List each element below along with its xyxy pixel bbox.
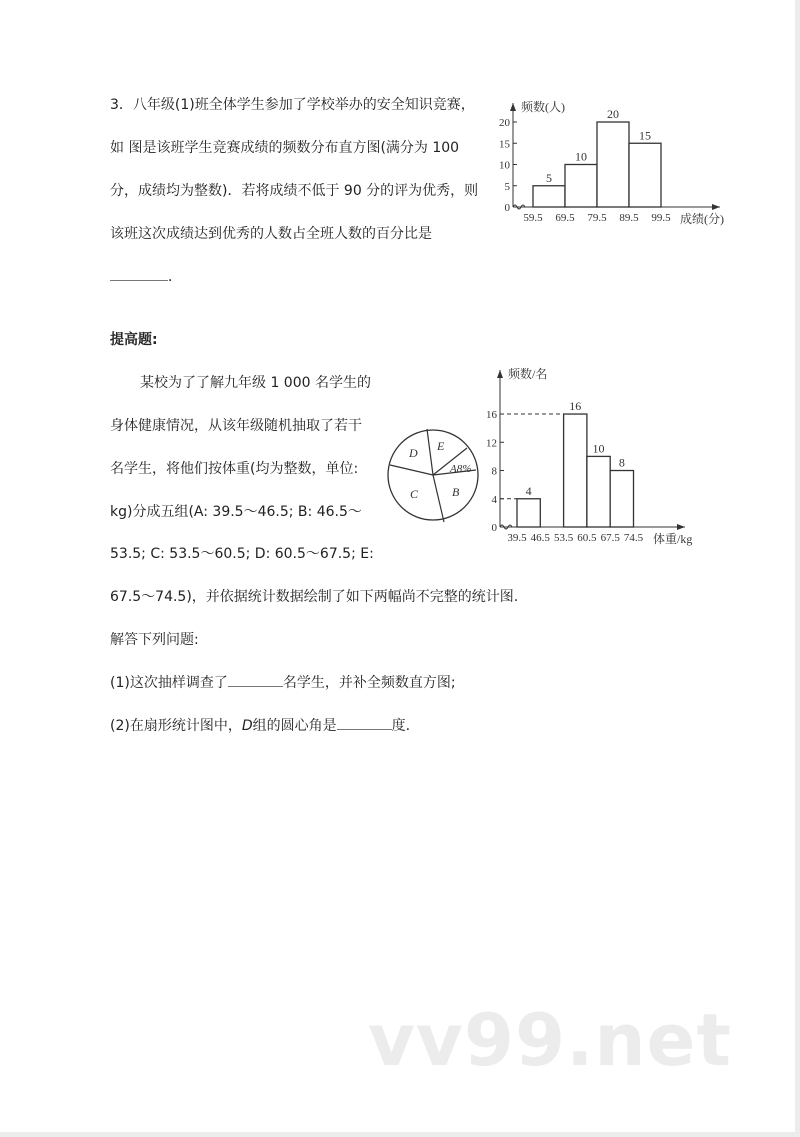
bar-value-label: 4 (525, 483, 532, 498)
bar-value-label: 16 (569, 399, 582, 414)
q3-line-4: 该班这次成绩达到优秀的人数占全班人数的百分比是 (110, 226, 432, 242)
pie-slice-label: B (452, 485, 460, 499)
y-tick-label: 8 (491, 465, 497, 478)
y-tick-label: 0 (491, 522, 497, 534)
bar-value-label: 20 (607, 107, 619, 121)
q4-line-5: 53.5; C: 53.5～60.5; D: 60.5～67.5; E: (110, 546, 374, 562)
answer-blank (228, 672, 283, 687)
x-tick-label: 69.5 (555, 212, 575, 224)
x-tick-label: 53.5 (553, 532, 574, 544)
histogram-bar (517, 499, 540, 527)
q4-line-4: kg)分成五组(A: 39.5～46.5; B: 46.5～ (110, 504, 362, 520)
y-tick-label: 15 (499, 138, 510, 151)
q3-line-2: 如 图是该班学生竞赛成绩的频数分布直方图(满分为 100 (110, 140, 460, 156)
p1-text: (1)这次抽样调查了 (110, 675, 228, 691)
bar-value-label: 10 (575, 149, 587, 164)
histogram-bar (597, 122, 629, 207)
q4-line-1: 某校为了了解九年级 1 000 名学生的 (140, 375, 371, 391)
y-tick-label: 12 (486, 437, 497, 450)
y-tick-label: 20 (499, 117, 510, 129)
pie-slice-label: D (409, 446, 418, 460)
q3-end: ． (168, 269, 182, 285)
p2-text-2: 组的圆心角是 (252, 718, 337, 734)
histogram-bar (533, 186, 565, 207)
y-tick-label: 0 (504, 202, 510, 214)
x-tick-label: 60.5 (577, 532, 597, 544)
y-axis-label: 频数(人) (521, 100, 565, 114)
histogram-bar (629, 143, 661, 207)
p2-text: (2)在扇形统计图中， (110, 718, 242, 734)
x-axis-arrow (677, 524, 685, 530)
section-title: 提高题: (110, 332, 158, 348)
y-tick-label: 10 (499, 159, 510, 172)
x-tick-label: 46.5 (530, 532, 550, 544)
x-axis-arrow (712, 204, 720, 210)
weight-histogram (470, 360, 710, 555)
answer-blank (110, 266, 168, 281)
y-axis-arrow (497, 370, 503, 378)
y-tick-label: 16 (486, 409, 497, 422)
histogram-bar (587, 456, 610, 527)
p2-text-3: 度. (391, 718, 411, 734)
q3-line-3: 分，成绩均为整数)．若将成绩不低于 90 分的评为优秀，则 (110, 183, 479, 199)
y-axis-arrow (510, 103, 516, 111)
q4-prompt: 解答下列问题: (110, 632, 199, 648)
x-axis-label: 体重/kg (653, 532, 693, 546)
p1-text-2: 名学生，并补全频数直方图; (282, 675, 456, 691)
q4-line-2: 身体健康情况，从该年级随机抽取了若干 (110, 418, 362, 434)
pie-slice-label: E (437, 439, 445, 453)
x-tick-label: 99.5 (651, 212, 671, 224)
watermark: vv99.net (368, 998, 732, 1082)
q4-line-6: 67.5～74.5)，并依据统计数据绘制了如下两幅尚不完整的统计图. (110, 589, 519, 605)
p2-group: D (241, 718, 253, 734)
y-axis-label: 频数/名 (508, 367, 548, 381)
x-tick-label: 67.5 (600, 532, 620, 544)
x-tick-label: 59.5 (523, 212, 543, 224)
q4-line-3: 名学生，将他们按体重(均为整数，单位: (110, 461, 359, 477)
x-axis-label: 成绩(分) (680, 212, 724, 226)
pie-slice-annotation: A8% (450, 463, 472, 475)
histogram-bar (610, 471, 633, 527)
histogram-bar (565, 165, 597, 208)
q4-part-1 (110, 672, 456, 692)
x-tick-label: 74.5 (623, 532, 644, 544)
x-tick-label: 39.5 (507, 532, 527, 544)
q3-answer-line (110, 266, 182, 286)
pie-slice-label: C (410, 487, 419, 501)
bar-value-label: 10 (592, 441, 605, 456)
answer-blank (337, 715, 392, 730)
bar-value-label: 8 (618, 455, 625, 470)
q4-part-2 (110, 715, 410, 735)
y-tick-label: 4 (491, 493, 497, 506)
x-tick-label: 89.5 (619, 212, 639, 224)
histogram-bar (564, 414, 587, 527)
bar-value-label: 5 (546, 170, 552, 185)
x-tick-label: 79.5 (587, 212, 607, 224)
score-histogram (488, 95, 733, 230)
q3-line-1: 3．八年级(1)班全体学生参加了学校举办的安全知识竞赛， (110, 97, 475, 113)
bar-value-label: 15 (639, 128, 651, 143)
y-tick-label: 5 (504, 180, 510, 193)
